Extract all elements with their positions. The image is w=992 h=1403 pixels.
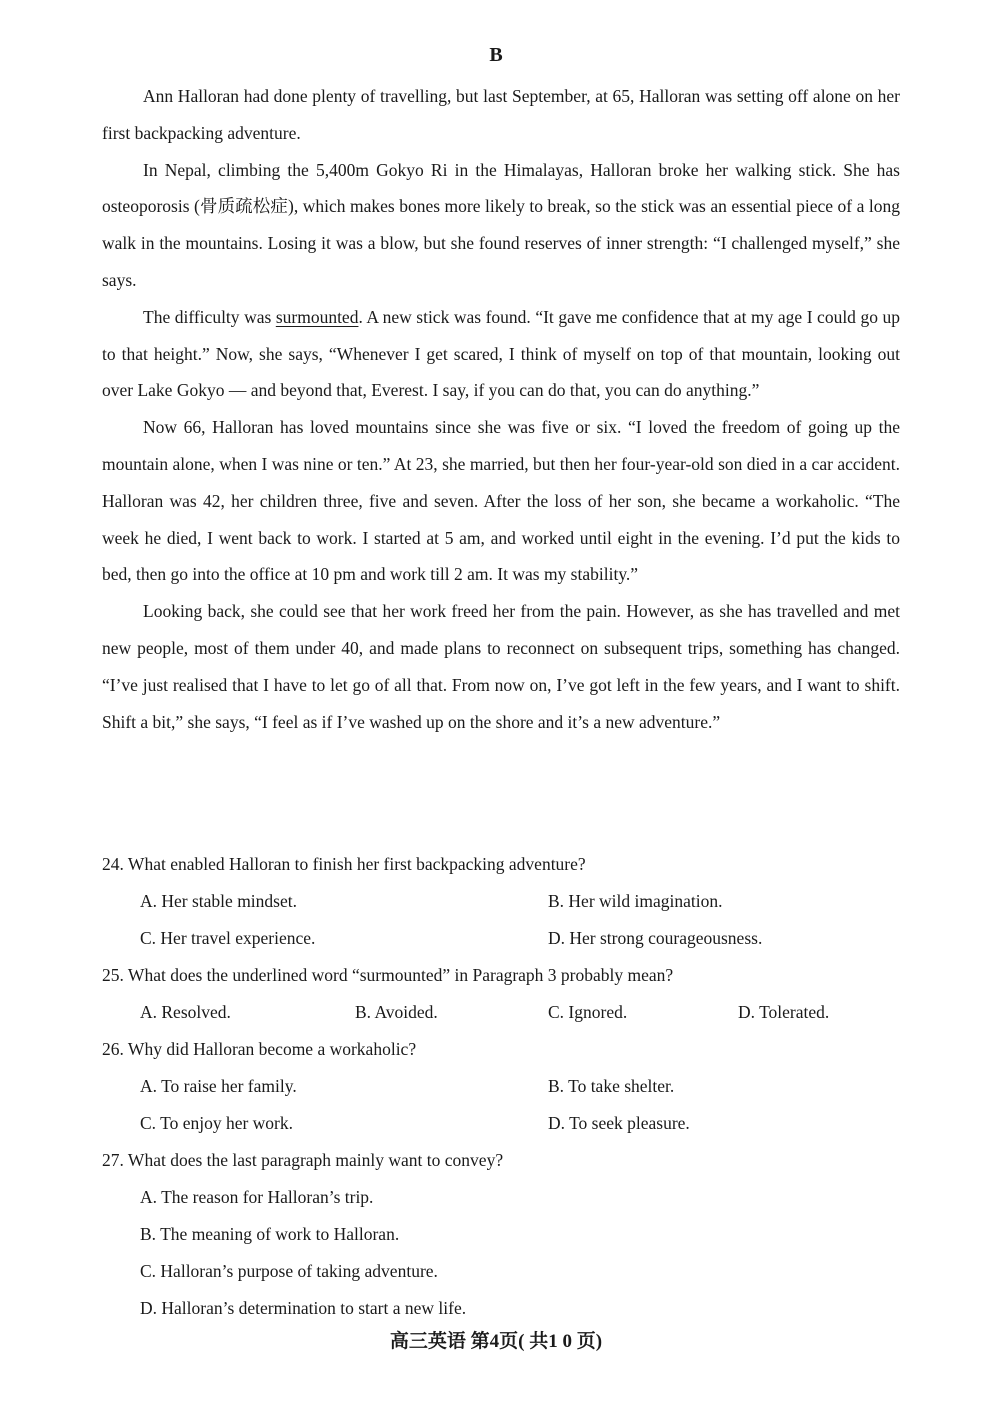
option-d: D. Her strong courageousness. [548,928,763,948]
question-stem: 25. What does the underlined word “surmounted” in Paragraph 3 probably mean? [102,965,674,985]
option-a: A. To raise her family. [140,1076,297,1096]
option-row [102,1253,902,1290]
option-a: A. Her stable mindset. [140,891,297,911]
paragraph-4: Now 66, Halloran has loved mountains since she was five or six. “I loved the freedom of going up the mountain alone, when I was nine or ten.” At 23, she married, but then her four-year-old son died in a car accident. Halloran was 42, her children three, five and seven. After the loss of her son, she became a workaholic. “The week he died, I went back to work. I started at 5 am, and worked until eight in the evening. I’d put the kids to bed, then go into the office at 10 pm and work till 2 am. It was my stability.” [102,417,900,585]
option-c: C. To enjoy her work. [140,1113,294,1133]
paragraph-2: In Nepal, climbing the 5,400m Gokyo Ri in the Himalayas, Halloran broke her walking stick. She has osteoporosis (骨质疏松症), which makes bones more likely to break, so the stick was an essential piece of a long walk in the mountains. Losing it was a blow, but she found reserves of inner strength: “I challenged myself,” she says. [102,159,900,290]
question-stem: 26. Why did Halloran become a workaholic? [102,1039,417,1059]
option-c: C. Ignored. [548,1002,628,1022]
option-row [102,920,902,957]
option-row [102,994,902,1031]
paragraph-3-rest: . A new stick was found. “It gave me confidence that at my age I could go up to that height.” Now, she says, “Whenever I get scared, I think of myself on top of that mountain, looking out over Lake Gokyo — and beyond that, Everest. I say, if you can do that, you can do anything.” [102,306,900,401]
question-stem: 27. What does the last paragraph mainly want to convey? [102,1150,504,1170]
option-a: A. The reason for Halloran’s trip. [140,1187,374,1207]
paragraph-5: Looking back, she could see that her work freed her from the pain. However, as she has travelled and met new people, most of them under 40, and made plans to reconnect on subsequent trips, something has changed. “I’ve just realised that I have to let go of all that. From now on, I’ve got left in the few years, and I want to shift. Shift a bit,” she says, “I feel as if I’ve washed up on the shore and it’s a new adventure.” [102,601,900,732]
option-b: B. Her wild imagination. [548,891,723,911]
option-row [102,1179,902,1216]
option-c: C. Her travel experience. [140,928,316,948]
section-label: B [489,44,503,66]
option-c: C. Halloran’s purpose of taking adventure. [140,1261,438,1281]
option-d: D. To seek pleasure. [548,1113,690,1133]
option-b: B. To take shelter. [548,1076,675,1096]
question-stem: 24. What enabled Halloran to finish her first backpacking adventure? [102,854,586,874]
option-d: D. Tolerated. [738,1002,830,1022]
option-b: B. The meaning of work to Halloran. [140,1224,400,1244]
question-26 [102,1031,902,1142]
option-row [102,1105,902,1142]
paragraph-3 [102,299,900,409]
option-row [102,1290,902,1327]
paragraph-1: Ann Halloran had done plenty of travelling, but last September, at 65, Halloran was setting off alone on her first backpacking adventure. [102,86,900,143]
option-a: A. Resolved. [140,1002,231,1022]
page-footer: 高三英语 第4页( 共1 0 页) [389,1331,603,1352]
question-24 [102,846,902,957]
option-row [102,1068,902,1105]
question-25 [102,957,902,1031]
paragraph-3-start: The difficulty was [143,306,276,327]
option-row [102,883,902,920]
option-d: D. Halloran’s determination to start a new life. [140,1298,467,1318]
question-27 [102,1142,902,1327]
option-b: B. Avoided. [355,1002,438,1022]
option-row [102,1216,902,1253]
underlined-word: surmounted [275,306,359,327]
reading-passage [102,78,900,740]
question-list [102,846,902,1327]
